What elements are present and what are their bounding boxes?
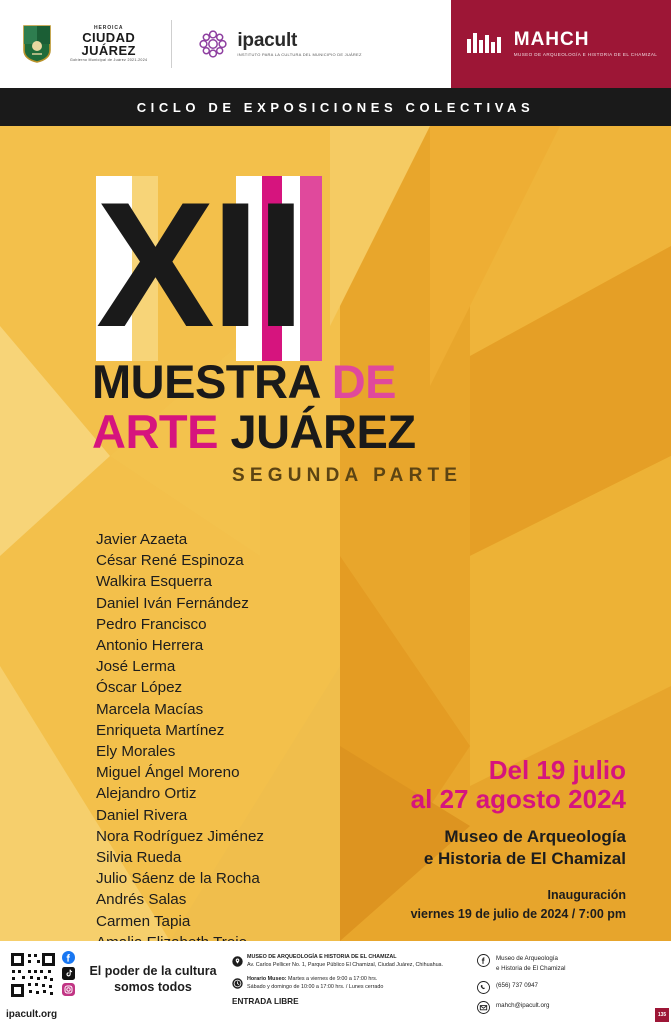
list-item: Pedro Francisco xyxy=(96,615,207,633)
footer-contacts xyxy=(471,941,671,1024)
footer-address-row xyxy=(232,953,467,970)
list-item: Alejandro Ortiz xyxy=(96,785,197,803)
footer-hours-label: Horario Museo: xyxy=(247,975,287,982)
event-inauguration xyxy=(296,886,626,924)
mahch-logo xyxy=(451,0,671,88)
cycle-strip xyxy=(0,88,671,126)
event-dates-line-2: al 27 agosto 2024 xyxy=(410,784,626,815)
instagram-icon[interactable] xyxy=(62,983,75,996)
qr-code-icon[interactable] xyxy=(10,952,56,998)
ipacult-sub: INSTITUTO PARA LA CULTURA DEL MUNICIPIO DE JUÁREZ xyxy=(237,52,362,57)
event-venue-line-1: Museo de Arqueología xyxy=(444,827,626,846)
footer-venue-info xyxy=(228,941,471,1024)
footer-contact-facebook-line-2: e Historia de El Chamizal xyxy=(496,964,566,972)
title-de: DE xyxy=(331,355,396,408)
list-item: Nora Rodríguez Jiménez xyxy=(96,827,264,845)
status-badge: 135 xyxy=(655,1008,669,1022)
event-dates-line-1: Del 19 julio xyxy=(488,755,626,785)
event-venue-line-2: e Historia de El Chamizal xyxy=(423,849,626,869)
title-block xyxy=(92,355,592,487)
municipality-city: CIUDAD xyxy=(82,29,136,45)
event-dates xyxy=(296,756,626,814)
footer-slogan-line-2: somos todos xyxy=(114,980,192,994)
footer-contact-facebook-line-1: Museo de Arqueología xyxy=(496,955,558,962)
facebook-icon xyxy=(477,954,490,967)
footer xyxy=(0,941,671,1024)
list-item: Silvia Rueda xyxy=(96,849,182,867)
title-arte: ARTE xyxy=(92,404,231,458)
title-subtitle: SEGUNDA PARTE xyxy=(232,464,463,486)
ipacult-flower-icon xyxy=(196,27,230,61)
footer-hours-row xyxy=(232,975,467,992)
phone-icon xyxy=(477,981,490,994)
municipality-heroica: HEROICA xyxy=(93,24,124,31)
title-muestra: MUESTRA xyxy=(92,355,332,408)
inauguration-label: Inauguración xyxy=(547,888,626,902)
footer-website[interactable]: ipacult.org xyxy=(6,1009,58,1020)
clock-icon xyxy=(232,976,243,987)
list-item: Antonio Herrera xyxy=(96,637,204,655)
footer-venue-address: Av. Carlos Pellicer No. 1, Parque Público El Chamizal, Ciudad Juárez, Chihuahua. xyxy=(247,962,444,969)
list-item: Ely Morales xyxy=(96,743,176,761)
list-item: Andrés Salas xyxy=(96,891,187,909)
header-left-logos xyxy=(0,0,451,88)
header-logo-bar xyxy=(0,0,671,88)
municipality-wordmark xyxy=(70,26,147,63)
inauguration-detail: viernes 19 de julio de 2024 / 7:00 pm xyxy=(410,906,626,921)
footer-slogan xyxy=(84,963,222,995)
list-item: Miguel Ángel Moreno xyxy=(96,764,240,782)
list-item: Javier Azaeta xyxy=(96,531,188,548)
event-venue xyxy=(296,826,626,870)
list-item: Carmen Tapia xyxy=(96,912,191,930)
municipality-sub: Gobierno Municipal de Juárez 2021-2024 xyxy=(70,57,148,62)
list-item: José Lerma xyxy=(96,658,176,676)
footer-contact-facebook-text xyxy=(496,954,565,974)
footer-hours-line-1 xyxy=(247,975,383,983)
title-juarez: JUÁREZ xyxy=(230,404,416,458)
list-item: Daniel Rivera xyxy=(96,806,188,824)
mahch-glyph-icon xyxy=(465,29,505,59)
footer-contact-email-text: mahch@ipacult.org xyxy=(496,1001,550,1009)
title-line-2 xyxy=(92,404,592,458)
city-crest-icon xyxy=(22,24,52,64)
roman-numeral-title xyxy=(96,165,336,364)
footer-address-text xyxy=(247,953,443,970)
cycle-strip-label: CICLO DE EXPOSICIONES COLECTIVAS xyxy=(136,99,535,115)
list-item: Óscar López xyxy=(96,679,183,697)
logo-divider xyxy=(171,20,172,68)
title-line-1 xyxy=(92,355,592,408)
footer-contact-email[interactable] xyxy=(477,1001,663,1014)
map-pin-icon xyxy=(232,954,243,965)
mail-icon xyxy=(477,1001,490,1014)
list-item: Daniel Iván Fernández xyxy=(96,594,249,612)
footer-venue-name: MUSEO DE ARQUEOLOGÍA E HISTORIA DE EL CHAMIZAL xyxy=(247,954,397,960)
footer-left xyxy=(0,941,228,1024)
footer-hours-line-2: Sábado y domingo de 10:00 a 17:00 hrs. / Lunes cerrado xyxy=(247,984,384,991)
footer-contact-facebook[interactable] xyxy=(477,954,663,974)
footer-contact-phone-text: (656) 737 0947 xyxy=(496,981,538,989)
ipacult-name: ipacult xyxy=(237,30,298,51)
facebook-icon[interactable] xyxy=(62,951,75,964)
footer-hours-weekday: Martes a viernes de 9:00 a 17:00 hrs. xyxy=(286,975,378,982)
mahch-name: MAHCH xyxy=(513,29,590,51)
list-item: Julio Sáenz de la Rocha xyxy=(96,870,260,888)
footer-slogan-line-1: El poder de la cultura xyxy=(89,964,217,978)
tiktok-icon[interactable] xyxy=(62,967,75,980)
municipality-name: JUÁREZ xyxy=(81,42,136,58)
ipacult-logo xyxy=(196,27,361,61)
footer-social-links xyxy=(62,951,75,996)
list-item: Walkira Esquerra xyxy=(96,573,212,591)
list-item: Enriqueta Martínez xyxy=(96,721,225,739)
footer-hours-text xyxy=(247,975,383,992)
poster-body xyxy=(0,126,671,941)
roman-numeral-text: XII xyxy=(96,165,302,364)
footer-contact-phone[interactable] xyxy=(477,981,663,994)
footer-free-entry: ENTRADA LIBRE xyxy=(232,996,299,1006)
mahch-sub: MUSEO DE ARQUEOLOGÍA E HISTORIA DE EL CHAMIZAL xyxy=(513,52,658,58)
list-item: César René Espinoza xyxy=(96,552,244,570)
list-item: Marcela Macías xyxy=(96,700,204,718)
